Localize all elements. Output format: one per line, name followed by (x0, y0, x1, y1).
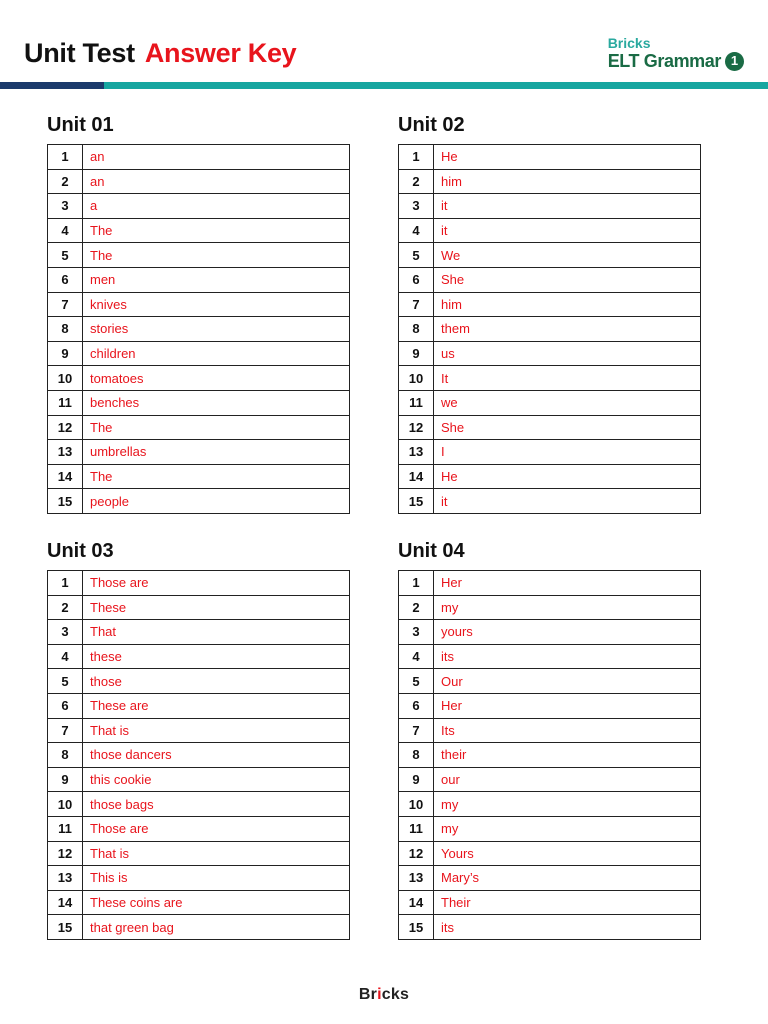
brand-series (608, 51, 744, 71)
answer-text: its (434, 644, 701, 669)
answer-text: He (434, 464, 701, 489)
unit-title: Unit 01 (47, 114, 114, 136)
unit-title: Unit 02 (398, 114, 465, 136)
brand-name: Bricks (607, 35, 651, 51)
answer-number: 6 (399, 693, 434, 718)
header-rule-teal (104, 82, 768, 89)
answer-row (399, 341, 701, 366)
answer-number: 9 (48, 767, 83, 792)
answer-text: She (434, 415, 701, 440)
answer-row (48, 767, 350, 792)
answer-text: this cookie (83, 767, 350, 792)
answer-row (399, 644, 701, 669)
answer-text: We (434, 243, 701, 268)
answer-row (399, 267, 701, 292)
answer-text: them (434, 317, 701, 342)
answer-row (399, 415, 701, 440)
answer-text: those (83, 669, 350, 694)
answer-number: 9 (48, 341, 83, 366)
answer-text: those dancers (83, 743, 350, 768)
answer-row (48, 415, 350, 440)
footer-logo (0, 986, 768, 1004)
answer-number: 6 (48, 267, 83, 292)
answer-row (399, 718, 701, 743)
answer-number: 6 (399, 267, 434, 292)
answer-number: 15 (48, 489, 83, 514)
answer-text: us (434, 341, 701, 366)
answer-row (48, 792, 350, 817)
answer-text: my (434, 792, 701, 817)
answer-text: it (434, 218, 701, 243)
answer-row (399, 816, 701, 841)
answer-text: knives (83, 292, 350, 317)
answer-row (399, 366, 701, 391)
answer-row (399, 915, 701, 940)
answer-number: 13 (48, 440, 83, 465)
answer-number: 14 (399, 890, 434, 915)
level-badge: 1 (725, 52, 744, 71)
answer-number: 4 (399, 218, 434, 243)
answer-row (48, 644, 350, 669)
answer-row (399, 595, 701, 620)
answer-number: 14 (48, 464, 83, 489)
answer-number: 2 (48, 169, 83, 194)
answer-row (48, 464, 350, 489)
answer-row (48, 595, 350, 620)
answer-row (399, 243, 701, 268)
answer-text: These (83, 595, 350, 620)
answer-row (399, 841, 701, 866)
answer-number: 8 (48, 317, 83, 342)
footer-logo-i: i (377, 986, 382, 1003)
answer-row (399, 571, 701, 596)
unit-title: Unit 03 (47, 540, 114, 562)
answer-number: 13 (399, 440, 434, 465)
answer-row (399, 669, 701, 694)
answer-number: 6 (48, 693, 83, 718)
answer-row (399, 464, 701, 489)
answer-row (48, 816, 350, 841)
answer-number: 10 (48, 792, 83, 817)
answer-row (48, 390, 350, 415)
answer-number: 9 (399, 341, 434, 366)
answer-text: It (434, 366, 701, 391)
answer-row (48, 489, 350, 514)
answer-row (48, 366, 350, 391)
answer-row (48, 718, 350, 743)
answer-number: 3 (399, 620, 434, 645)
answer-number: 8 (48, 743, 83, 768)
answer-text: He (434, 145, 701, 170)
answer-text: it (434, 194, 701, 219)
unit-02-section (398, 110, 701, 514)
answer-number: 12 (399, 415, 434, 440)
answer-number: 7 (399, 718, 434, 743)
answer-row (399, 792, 701, 817)
answer-row (399, 292, 701, 317)
answer-number: 8 (399, 743, 434, 768)
answer-table (398, 144, 701, 514)
answer-number: 4 (48, 644, 83, 669)
answer-number: 2 (399, 169, 434, 194)
answer-text: a (83, 194, 350, 219)
answer-row (48, 218, 350, 243)
answer-number: 7 (399, 292, 434, 317)
answer-text: The (83, 464, 350, 489)
answer-row (399, 767, 701, 792)
answer-table (47, 570, 350, 940)
answer-table (398, 570, 701, 940)
answer-text: Their (434, 890, 701, 915)
answer-number: 15 (48, 915, 83, 940)
answer-row (48, 915, 350, 940)
answer-number: 13 (48, 866, 83, 891)
answer-number: 5 (48, 243, 83, 268)
answer-row (399, 440, 701, 465)
answer-text: That is (83, 841, 350, 866)
answer-number: 5 (48, 669, 83, 694)
answer-text: tomatoes (83, 366, 350, 391)
answer-text: children (83, 341, 350, 366)
answer-number: 14 (399, 464, 434, 489)
answer-number: 1 (48, 145, 83, 170)
answer-text: She (434, 267, 701, 292)
answer-row (48, 866, 350, 891)
answer-text: those bags (83, 792, 350, 817)
answer-text: This is (83, 866, 350, 891)
answer-number: 1 (48, 571, 83, 596)
answer-number: 2 (399, 595, 434, 620)
answer-text: Its (434, 718, 701, 743)
answer-row (48, 440, 350, 465)
answer-number: 14 (48, 890, 83, 915)
answer-row (48, 243, 350, 268)
answer-text: my (434, 816, 701, 841)
unit-title: Unit 04 (398, 540, 465, 562)
answer-row (399, 620, 701, 645)
unit-03-section (47, 536, 350, 940)
answer-text: it (434, 489, 701, 514)
answer-text: These are (83, 693, 350, 718)
answer-row (399, 317, 701, 342)
answer-text: that green bag (83, 915, 350, 940)
answer-number: 3 (48, 194, 83, 219)
answer-number: 13 (399, 866, 434, 891)
header-rule-navy (0, 82, 104, 89)
answer-text: Those are (83, 571, 350, 596)
answer-row (48, 145, 350, 170)
answer-number: 4 (48, 218, 83, 243)
answer-number: 7 (48, 718, 83, 743)
brand-logo (608, 36, 744, 71)
answer-text: Those are (83, 816, 350, 841)
answer-text: him (434, 169, 701, 194)
answer-number: 10 (48, 366, 83, 391)
answer-text: These coins are (83, 890, 350, 915)
page-title (24, 38, 296, 69)
answer-number: 8 (399, 317, 434, 342)
answer-number: 3 (399, 194, 434, 219)
answer-text: people (83, 489, 350, 514)
title-accent: Answer Key (144, 38, 297, 68)
answer-text: these (83, 644, 350, 669)
answer-text: an (83, 169, 350, 194)
answer-row (399, 169, 701, 194)
answer-text: men (83, 267, 350, 292)
answer-table (47, 144, 350, 514)
answer-text: The (83, 218, 350, 243)
answer-row (399, 390, 701, 415)
answer-row (48, 743, 350, 768)
answer-row (48, 693, 350, 718)
answer-row (48, 341, 350, 366)
answer-row (48, 292, 350, 317)
answer-row (48, 841, 350, 866)
answer-number: 11 (48, 390, 83, 415)
answer-text: our (434, 767, 701, 792)
answer-text: The (83, 415, 350, 440)
answer-row (399, 145, 701, 170)
answer-row (48, 571, 350, 596)
answer-text: its (434, 915, 701, 940)
answer-number: 11 (399, 390, 434, 415)
answer-number: 15 (399, 489, 434, 514)
answer-text: Her (434, 571, 701, 596)
answer-text: my (434, 595, 701, 620)
answer-text: an (83, 145, 350, 170)
answer-number: 5 (399, 669, 434, 694)
answer-row (399, 866, 701, 891)
answer-row (399, 489, 701, 514)
answer-text: we (434, 390, 701, 415)
answer-text: Mary’s (434, 866, 701, 891)
answer-text: Our (434, 669, 701, 694)
answer-number: 4 (399, 644, 434, 669)
answer-text: their (434, 743, 701, 768)
answer-text: him (434, 292, 701, 317)
footer-logo-start: Br (358, 986, 378, 1003)
answer-number: 5 (399, 243, 434, 268)
answer-row (399, 890, 701, 915)
answer-number: 9 (399, 767, 434, 792)
answer-number: 7 (48, 292, 83, 317)
answer-number: 10 (399, 792, 434, 817)
answer-number: 10 (399, 366, 434, 391)
title-main: Unit Test (24, 38, 135, 68)
answer-text: The (83, 243, 350, 268)
answer-text: That is (83, 718, 350, 743)
page-header (0, 0, 768, 92)
answer-text: benches (83, 390, 350, 415)
answer-row (399, 693, 701, 718)
answer-row (399, 194, 701, 219)
answer-number: 1 (399, 145, 434, 170)
answer-row (399, 743, 701, 768)
answer-row (48, 169, 350, 194)
answer-number: 12 (399, 841, 434, 866)
answer-number: 11 (399, 816, 434, 841)
answer-text: I (434, 440, 701, 465)
answer-number: 2 (48, 595, 83, 620)
answer-row (399, 218, 701, 243)
answer-row (48, 194, 350, 219)
footer-logo-end: cks (381, 986, 410, 1003)
answer-row (48, 267, 350, 292)
brand-series-label: ELT Grammar (607, 51, 721, 71)
answer-number: 15 (399, 915, 434, 940)
answer-row (48, 620, 350, 645)
answer-number: 12 (48, 841, 83, 866)
answer-text: stories (83, 317, 350, 342)
answer-text: yours (434, 620, 701, 645)
answer-row (48, 890, 350, 915)
answer-number: 3 (48, 620, 83, 645)
answer-text: Yours (434, 841, 701, 866)
answer-row (48, 669, 350, 694)
answer-text: That (83, 620, 350, 645)
answer-number: 11 (48, 816, 83, 841)
answer-number: 12 (48, 415, 83, 440)
answer-text: Her (434, 693, 701, 718)
answer-text: umbrellas (83, 440, 350, 465)
unit-01-section (47, 110, 350, 514)
answer-number: 1 (399, 571, 434, 596)
answer-row (48, 317, 350, 342)
unit-04-section (398, 536, 701, 940)
